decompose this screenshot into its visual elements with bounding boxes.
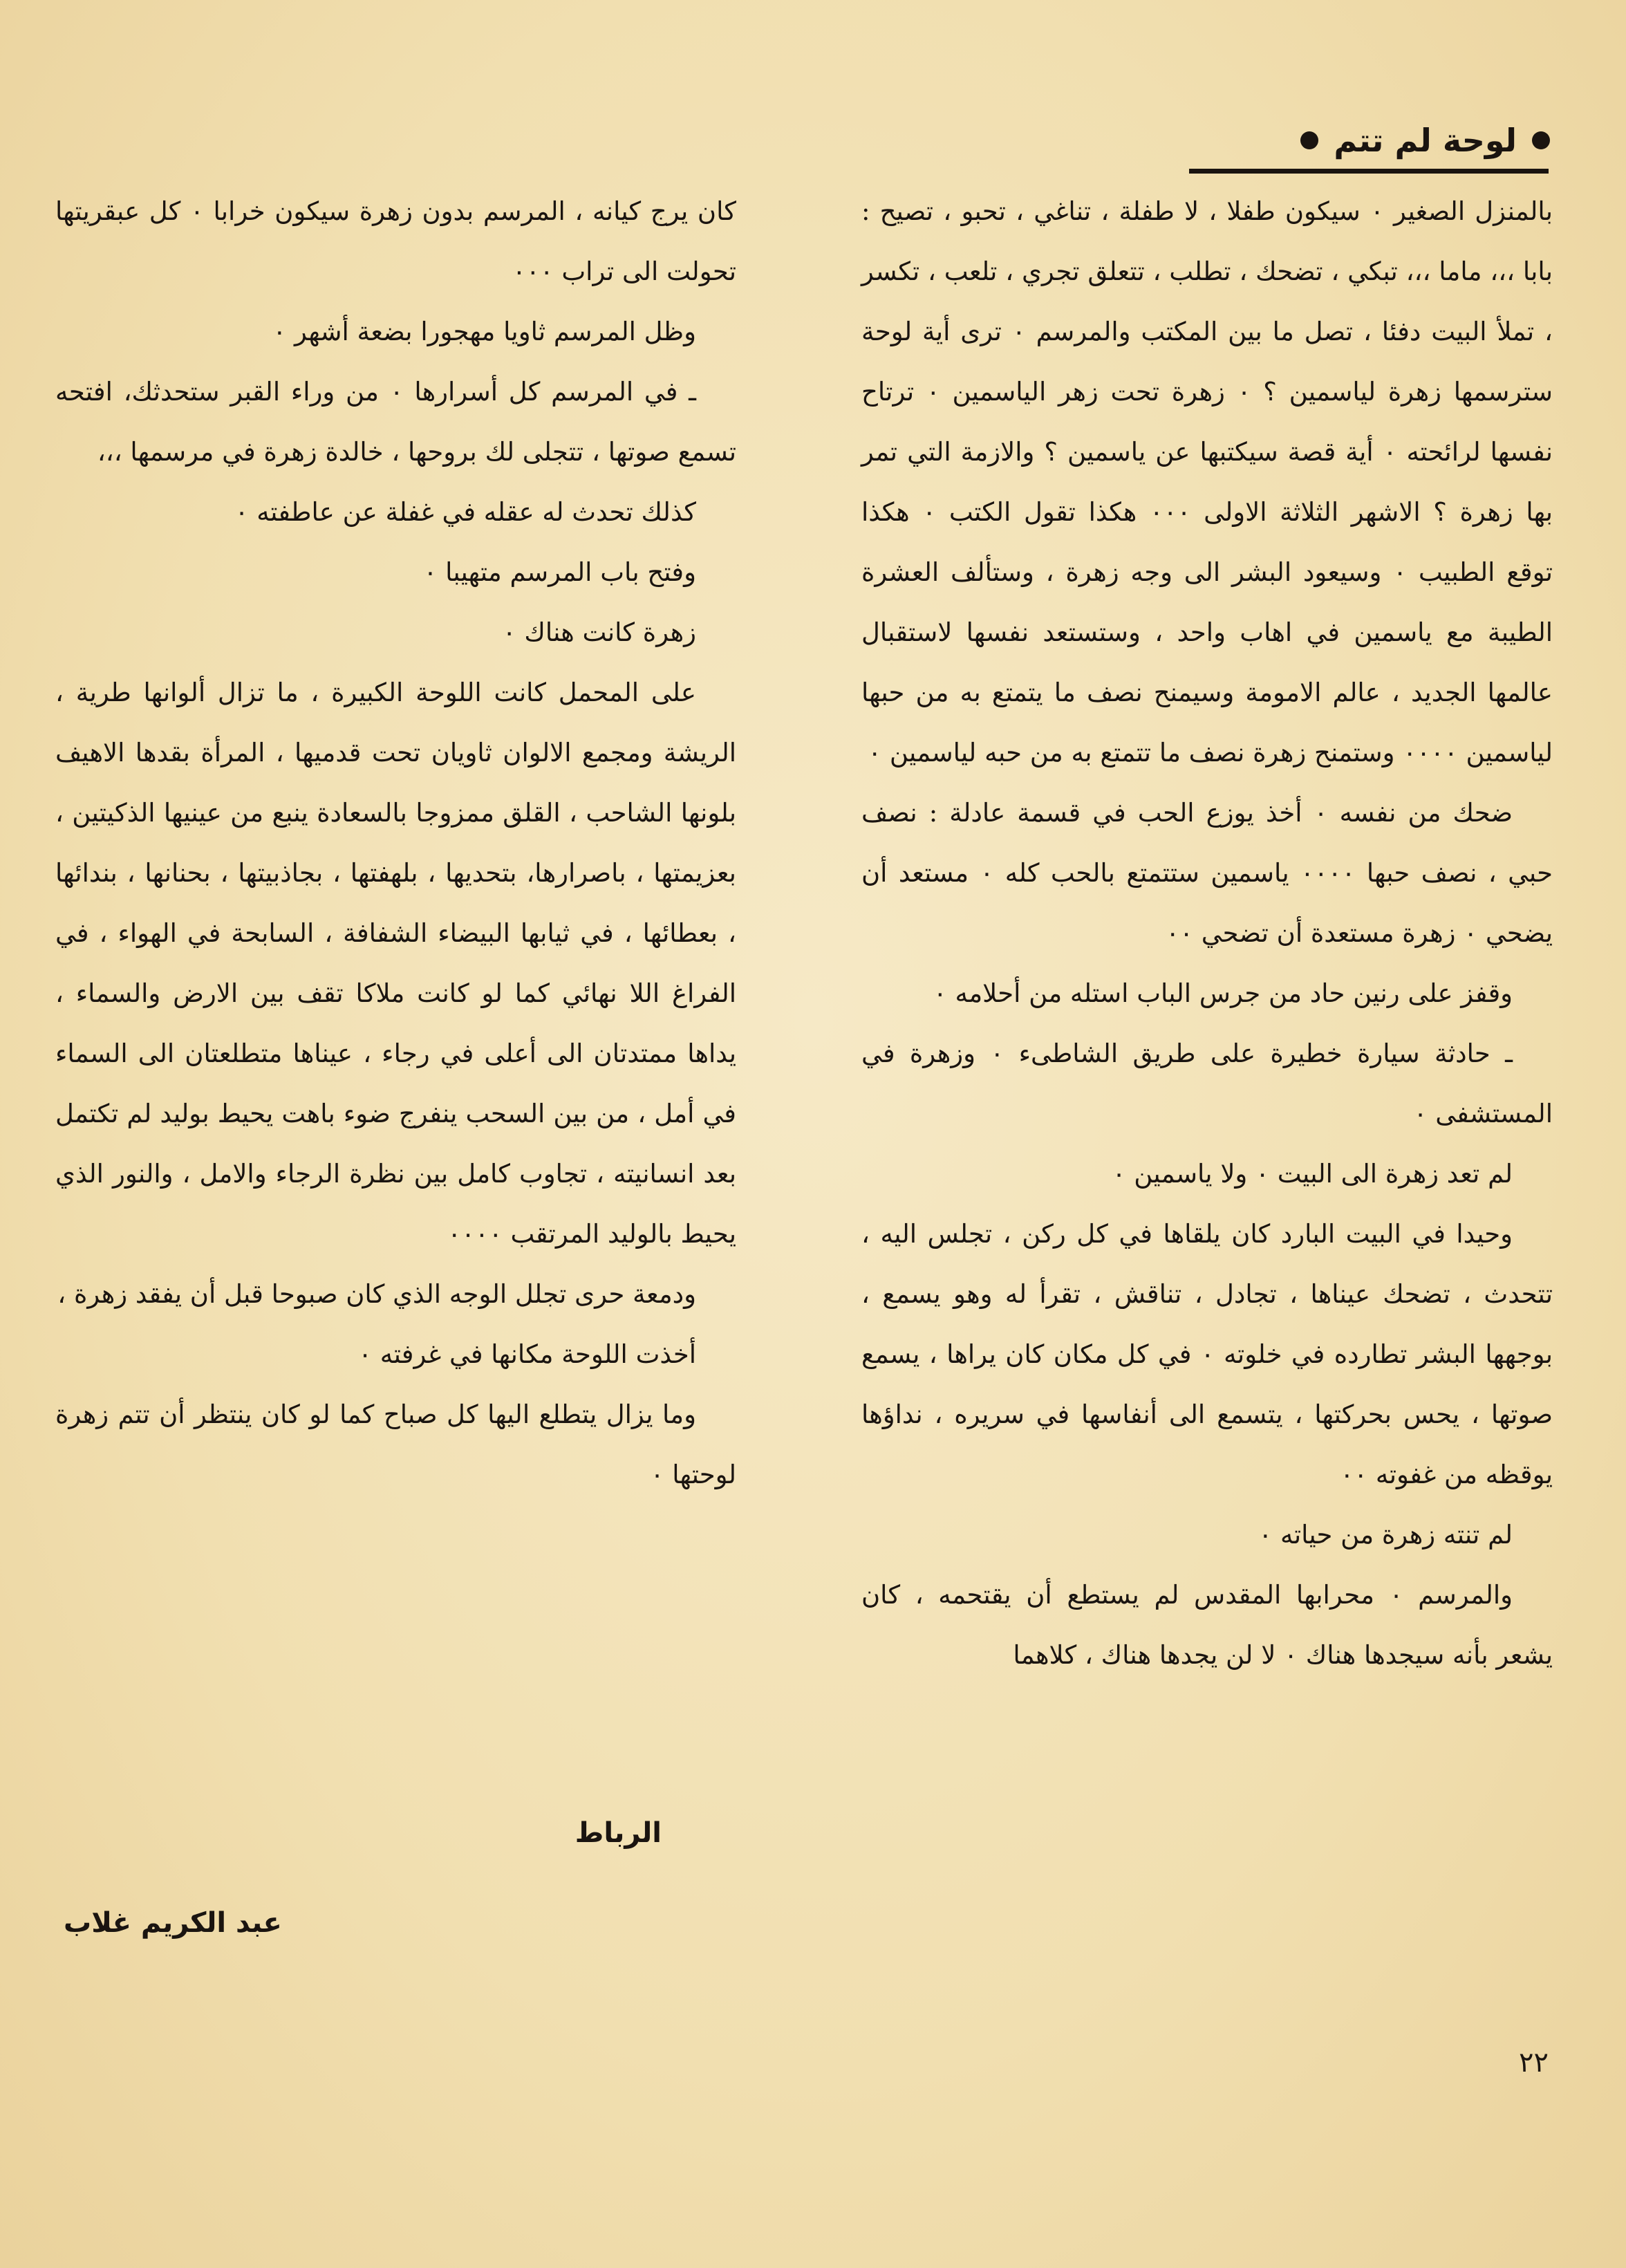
paragraph: كذلك تحدث له عقله في غفلة عن عاطفته ٠ [234, 497, 696, 527]
paragraph: ـ حادثة سيارة خطيرة على طريق الشاطىء ٠ وزهرة في المستشفى ٠ [861, 1039, 1553, 1128]
signature-place: الرباط [574, 1817, 662, 1849]
page-number: ٢٢ [1519, 2047, 1549, 2079]
paragraph: وقفز على رنين حاد من جرس الباب استله من أحلامه ٠ [933, 978, 1513, 1008]
paragraph: وفتح باب المرسم متهيبا ٠ [423, 557, 696, 587]
paragraph: على المحمل كانت اللوحة الكبيرة ، ما تزال ألوانها طرية ، الريشة ومجمع الالوان ثاويان تحت قدميها ، المرأة بقدها الاهيف بلونها الشاحب ، القلق ممزوجا بالسعادة ينبع من عينيها الذكيتين ، بعزيمتها ، باصرارها، بتحديها ، بلهفتها ، بجاذبيتها ، بحنانها ، بندائها ، بعطائها ، في ثيابها البيضاء الشفافة ، السابحة في الهواء ، في الفراغ اللا نهائي كما لو كانت ملاكا تقف بين الارض والسماء ، يداها ممتدتان الى أعلى في رجاء ، عيناها متطلعتان الى السماء في أمل ، من بين السحب ينفرج ضوء باهت يحيط بوليد لم تكتمل بعد انسانيته ، تجاوب كامل بين نظرة الرجاء والامل ، والنور الذي يحيط بالوليد المرتقب ٠٠٠٠ [55, 678, 736, 1249]
paragraph: ـ في المرسم كل أسرارها ٠ من وراء القبر ستحدثك، افتحه تسمع صوتها ، تتجلى لك بروحها ، خالدة زهرة في مرسمها ،،، [55, 377, 736, 467]
paragraph: كان يرج كيانه ، المرسم بدون زهرة سيكون خرابا ٠ كل عبقريتها تحولت الى تراب ٠٠٠ [55, 196, 736, 286]
article-title: لوحة لم تتم [1334, 122, 1517, 159]
paragraph: زهرة كانت هناك ٠ [502, 617, 696, 647]
paragraph: بالمنزل الصغير ٠ سيكون طفلا ، لا طفلة ، تناغي ، تحبو ، تصيح : بابا ،،، ماما ،،، تبكي ، تضحك ، تطلب ، تتعلق تجري ، تلعب ، تكسر ، تملأ البيت دفئا ، تصل ما بين المكتب والمرسم ٠ ترى أية لوحة سترسمها زهرة لياسمين ؟ ٠ زهرة تحت زهر الياسمين ٠ ترتاح نفسها لرائحته ٠ أية قصة سيكتبها عن ياسمين ؟ والازمة التي تمر بها زهرة ؟ الاشهر الثلاثة الاولى ٠٠٠ هكذا تقول الكتب ٠ هكذا توقع الطبيب ٠ وسيعود البشر الى وجه زهرة ، وستألف العشرة الطيبة مع ياسمين في اهاب واحد ، وستستعد نفسها لاستقبال عالمها الجديد ، عالم الامومة وسيمنح نصف ما يتمتع به من حبها لياسمين ٠٠٠٠ وستمنح زهرة نصف ما تتمتع به من حبه لياسمين ٠ [861, 196, 1553, 768]
paragraph: أخذت اللوحة مكانها في غرفته ٠ [358, 1339, 696, 1369]
bullet-dot-icon [1300, 131, 1318, 149]
paragraph: ودمعة حرى تجلل الوجه الذي كان صبوحا قبل أن يفقد زهرة ، [57, 1279, 696, 1309]
paragraph: لم تنته زهرة من حياته ٠ [1258, 1520, 1513, 1550]
paragraph: والمرسم ٠ محرابها المقدس لم يستطع أن يقتحمه ، كان يشعر بأنه سيجدها هناك ٠ لا لن يجدها هناك ، كلاهما [861, 1580, 1553, 1670]
article-header [1225, 116, 1550, 165]
paragraph: وحيدا في البيت البارد كان يلقاها في كل ركن ، تجلس اليه ، تتحدث ، تضحك عيناها ، تجادل ، تناقش ، تقرأ له وهو يسمع ، بوجهها البشر تطارده في خلوته ٠ في كل مكان كان يراها ، يسمع صوتها ، يحس بحركتها ، يتسمع الى أنفاسها في سريره ، نداؤها يوقظه من غفوته ٠٠ [861, 1219, 1553, 1489]
right-text-column [861, 181, 1553, 1685]
paragraph: وظل المرسم ثاويا مهجورا بضعة أشهر ٠ [272, 317, 696, 346]
signature-author: عبد الكريم غلاب [64, 1907, 282, 1939]
bullet-dot-icon [1532, 131, 1550, 149]
paragraph: ضحك من نفسه ٠ أخذ يوزع الحب في قسمة عادلة : نصف حبي ، نصف حبها ٠٠٠٠ ياسمين ستتمتع بالحب كله ٠ مستعد أن يضحي ٠ زهرة مستعدة أن تضحي ٠٠ [861, 798, 1553, 948]
paragraph: وما يزال يتطلع اليها كل صباح كما لو كان ينتظر أن تتم زهرة لوحتها ٠ [55, 1400, 736, 1489]
left-text-column [55, 181, 736, 1505]
header-rule [1189, 169, 1549, 174]
paragraph: لم تعد زهرة الى البيت ٠ ولا ياسمين ٠ [1112, 1159, 1513, 1189]
